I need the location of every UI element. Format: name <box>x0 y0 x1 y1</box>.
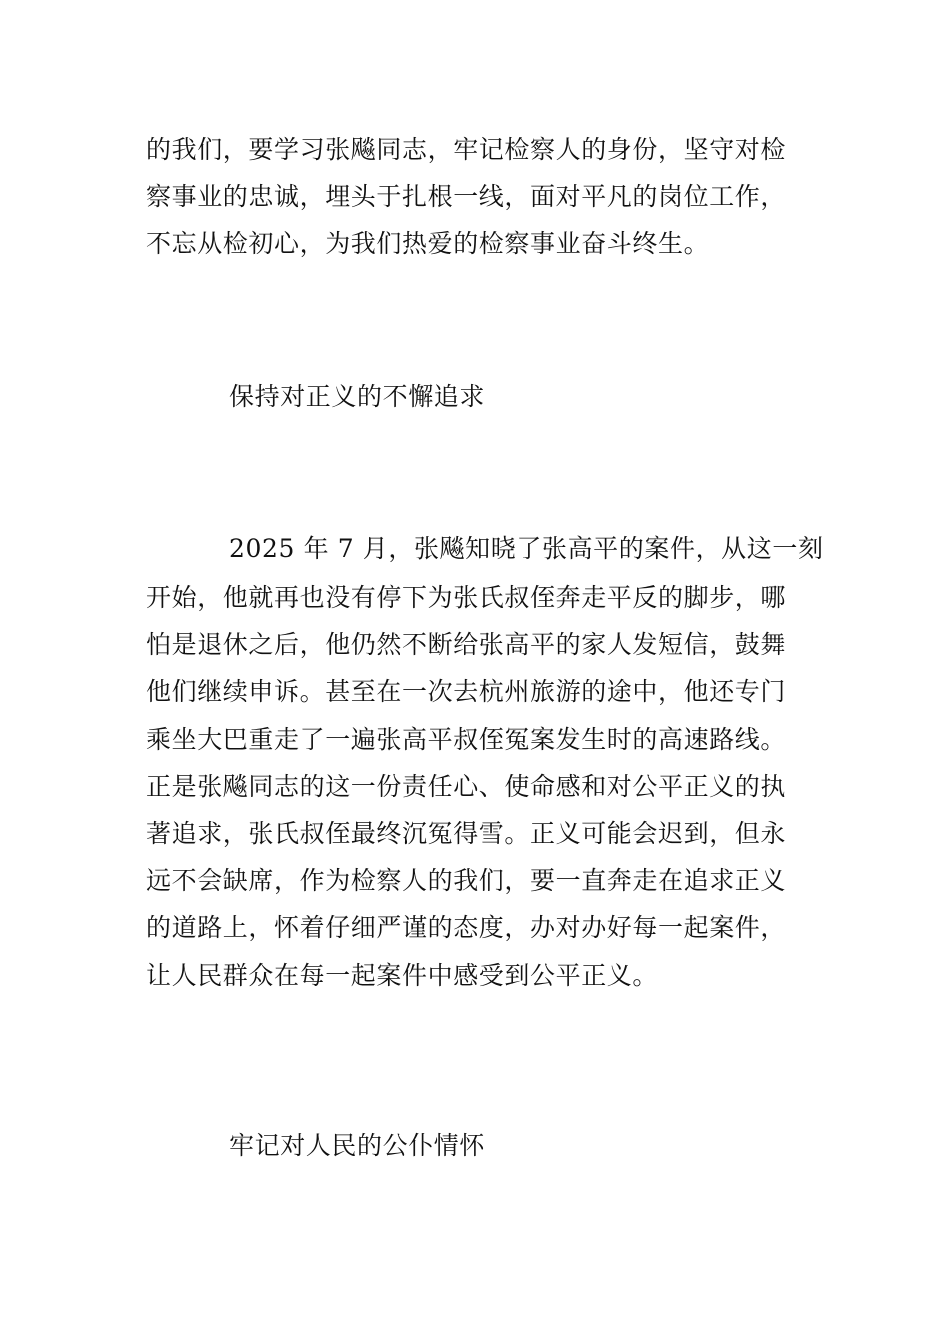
paragraph-line: 的我们，要学习张飚同志，牢记检察人的身份，坚守对检 <box>146 135 787 164</box>
paragraph-line: 的道路上，怀着仔细严谨的态度，办对办好每一起案件， <box>146 913 787 942</box>
paragraph-line: 正是张飚同志的这一份责任心、使命感和对公平正义的执 <box>146 772 787 801</box>
section-heading: 牢记对人民的公仆情怀 <box>229 1131 486 1160</box>
paragraph-line: 远不会缺席，作为检察人的我们，要一直奔走在追求正义 <box>146 866 787 895</box>
paragraph-line: 让人民群众在每一起案件中感受到公平正义。 <box>146 961 659 990</box>
paragraph-line: 他们继续申诉。甚至在一次去杭州旅游的途中，他还专门 <box>146 677 787 706</box>
paragraph-line: 2025 年 7 月，张飚知晓了张高平的案件，从这一刻 <box>229 534 824 563</box>
paragraph-line: 著追求，张氏叔侄最终沉冤得雪。正义可能会迟到，但永 <box>146 819 787 848</box>
paragraph-line: 开始，他就再也没有停下为张氏叔侄奔走平反的脚步，哪 <box>146 583 787 612</box>
section-heading: 保持对正义的不懈追求 <box>229 382 486 411</box>
paragraph-line: 察事业的忠诚，埋头于扎根一线，面对平凡的岗位工作， <box>146 182 787 211</box>
paragraph-line: 不忘从检初心，为我们热爱的检察事业奋斗终生。 <box>146 229 710 258</box>
paragraph-line: 乘坐大巴重走了一遍张高平叔侄冤案发生时的高速路线。 <box>146 725 787 754</box>
paragraph-line: 怕是退休之后，他仍然不断给张高平的家人发短信，鼓舞 <box>146 630 787 659</box>
